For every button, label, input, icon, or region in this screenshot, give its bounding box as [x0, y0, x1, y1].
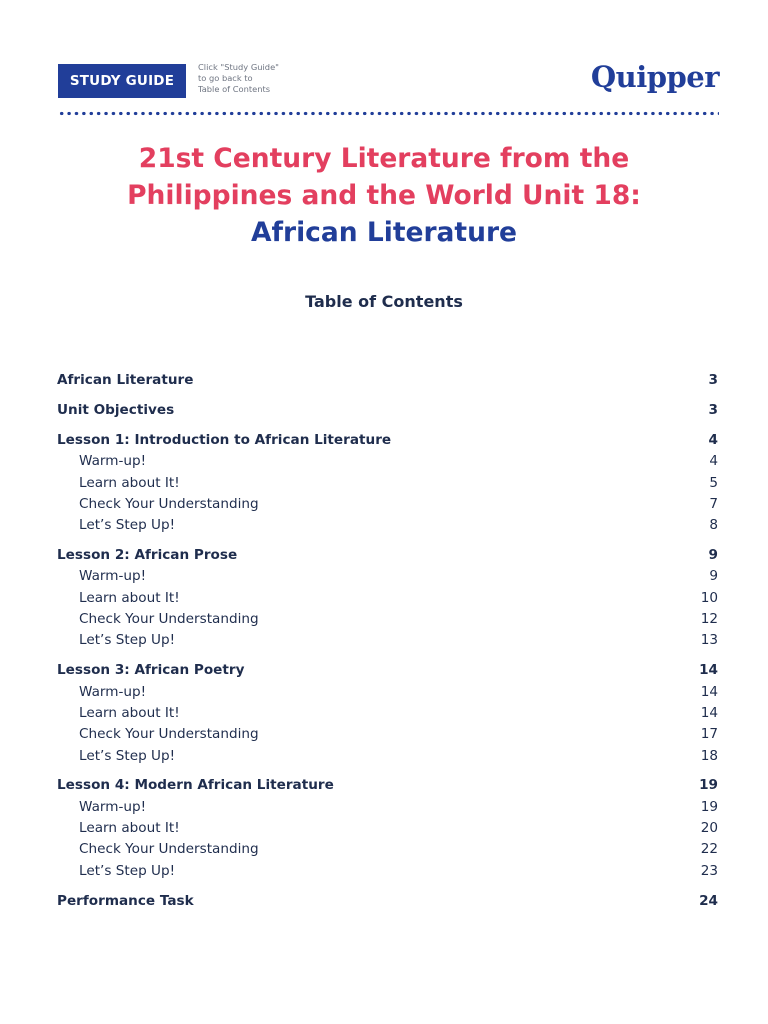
toc-item-page: 13 [700, 632, 718, 649]
toc-section-title: Lesson 1: Introduction to African Literature [57, 431, 392, 448]
toc-item-title: Check Your Understanding [79, 611, 259, 628]
toc-item-page: 9 [709, 568, 718, 585]
toc-item-page: 8 [709, 517, 718, 534]
toc-section-page: 19 [699, 777, 718, 794]
section-gap [57, 391, 718, 400]
toc-item-row[interactable] [57, 473, 718, 494]
toc-section-row[interactable] [57, 400, 718, 421]
section-gap [57, 882, 718, 891]
study-guide-hint [198, 62, 308, 95]
toc-item-page: 4 [709, 453, 718, 470]
toc-item-row[interactable] [57, 682, 718, 703]
toc-item-row[interactable] [57, 703, 718, 724]
section-gap [57, 536, 718, 545]
toc-item-page: 14 [700, 683, 718, 700]
table-of-contents [57, 370, 718, 912]
toc-item-page: 14 [700, 704, 718, 721]
toc-section-page: 14 [699, 662, 718, 679]
toc-item-page: 20 [700, 820, 718, 837]
title-line-3: African Literature [250, 217, 517, 248]
toc-item-title: Warm-up! [79, 798, 147, 815]
toc-section-row[interactable] [57, 430, 718, 451]
toc-item-title: Warm-up! [79, 453, 147, 470]
toc-section-page: 4 [708, 431, 718, 448]
toc-item-title: Warm-up! [79, 683, 147, 700]
toc-section-row[interactable] [57, 775, 718, 796]
toc-section-title: Performance Task [57, 892, 194, 909]
hint-line: Click "Study Guide" [198, 62, 279, 72]
section-gap [57, 767, 718, 776]
toc-item-row[interactable] [57, 630, 718, 651]
toc-item-title: Let’s Step Up! [79, 747, 176, 764]
toc-item-title: Learn about It! [79, 704, 180, 721]
toc-section-page: 3 [708, 401, 718, 418]
toc-item-title: Check Your Understanding [79, 841, 259, 858]
toc-item-title: Warm-up! [79, 568, 147, 585]
toc-section-title: Lesson 2: African Prose [57, 547, 238, 564]
title-line-1: 21st Century Literature from the [138, 143, 630, 174]
section-gap [57, 652, 718, 661]
toc-item-title: Let’s Step Up! [79, 862, 176, 879]
toc-item-row[interactable] [57, 861, 718, 882]
toc-item-page: 17 [700, 726, 718, 743]
hint-line: to go back to [198, 73, 253, 83]
toc-item-title: Learn about It! [79, 820, 180, 837]
section-gap [57, 421, 718, 430]
toc-item-title: Learn about It! [79, 589, 180, 606]
toc-item-title: Let’s Step Up! [79, 517, 176, 534]
toc-item-row[interactable] [57, 818, 718, 839]
toc-section-row[interactable] [57, 545, 718, 566]
toc-item-title: Learn about It! [79, 474, 180, 491]
toc-item-row[interactable] [57, 494, 718, 515]
toc-item-row[interactable] [57, 839, 718, 860]
hint-line: Table of Contents [198, 84, 271, 94]
toc-item-row[interactable] [57, 609, 718, 630]
toc-item-page: 23 [700, 862, 718, 879]
toc-item-title: Let’s Step Up! [79, 632, 176, 649]
toc-section-row[interactable] [57, 370, 718, 391]
toc-section-title: African Literature [57, 372, 194, 388]
toc-item-page: 19 [700, 798, 718, 815]
quipper-logo: Quipper [590, 60, 719, 94]
document-title [40, 140, 728, 251]
toc-item-title: Check Your Understanding [79, 726, 259, 743]
toc-item-page: 22 [700, 841, 718, 858]
toc-section-page: 3 [708, 372, 718, 388]
toc-item-page: 12 [700, 611, 718, 628]
dotted-divider [58, 111, 719, 116]
toc-item-page: 18 [700, 747, 718, 764]
toc-item-row[interactable] [57, 566, 718, 587]
toc-item-row[interactable] [57, 746, 718, 767]
toc-item-row[interactable] [57, 724, 718, 745]
study-guide-button[interactable]: STUDY GUIDE [58, 64, 186, 98]
toc-section-title: Lesson 3: African Poetry [57, 662, 245, 679]
toc-section-row[interactable] [57, 891, 718, 912]
title-line-2: Philippines and the World Unit 18: [127, 180, 641, 211]
toc-item-row[interactable] [57, 588, 718, 609]
header [58, 62, 719, 100]
toc-item-page: 10 [700, 589, 718, 606]
toc-heading: Table of Contents [305, 292, 463, 311]
toc-section-row[interactable] [57, 660, 718, 681]
toc-section-title: Unit Objectives [57, 401, 175, 418]
toc-item-row[interactable] [57, 797, 718, 818]
toc-item-row[interactable] [57, 451, 718, 472]
toc-section-page: 9 [708, 547, 718, 564]
toc-section-page: 24 [699, 892, 718, 909]
toc-section-title: Lesson 4: Modern African Literature [57, 777, 334, 794]
toc-item-title: Check Your Understanding [79, 495, 259, 512]
toc-item-page: 5 [709, 474, 718, 491]
toc-item-page: 7 [709, 495, 718, 512]
toc-item-row[interactable] [57, 515, 718, 536]
